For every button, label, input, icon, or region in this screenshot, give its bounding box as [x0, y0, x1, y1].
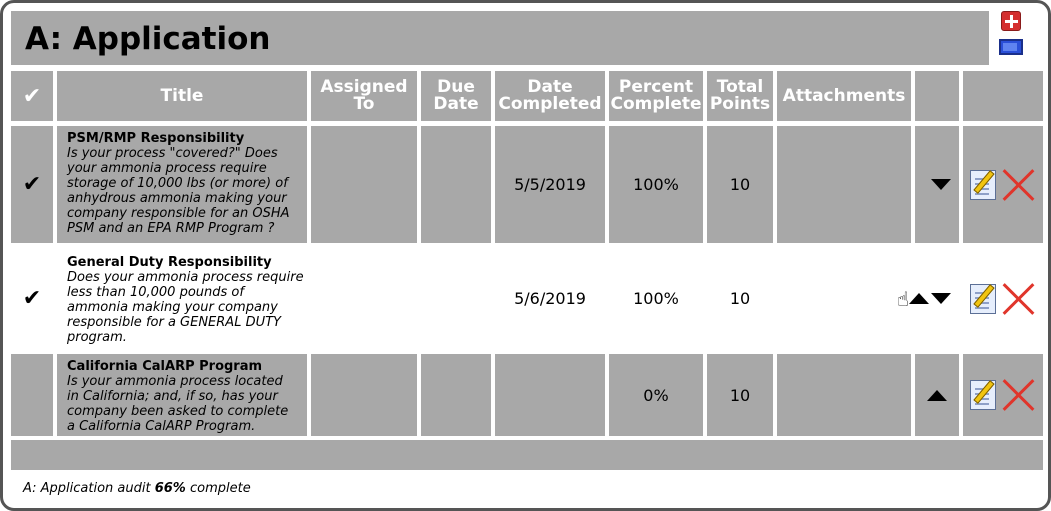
panel-tools [996, 9, 1028, 65]
header-total-points[interactable]: Total Points [707, 71, 773, 121]
red-x-icon[interactable] [1002, 378, 1036, 412]
row2-check[interactable] [11, 247, 53, 350]
header-title[interactable]: Title [57, 71, 307, 121]
header-move [915, 71, 959, 121]
audit-percent: 66% [154, 481, 186, 496]
arrow-down-icon[interactable] [931, 179, 951, 190]
edit-note-icon[interactable] [970, 380, 996, 410]
row3-total-points: 10 [707, 354, 773, 436]
edit-note-icon[interactable] [970, 284, 996, 314]
row3-check[interactable] [11, 354, 53, 436]
row3-date-completed [495, 354, 605, 436]
monitor-icon[interactable] [999, 39, 1023, 55]
row1-date-completed: 5/5/2019 [495, 126, 605, 243]
header-assigned-to[interactable]: Assigned To [311, 71, 417, 121]
row2-percent-complete: 100% [609, 247, 703, 350]
row3-actions [963, 354, 1043, 436]
row3-due-date [421, 354, 491, 436]
row1-attachments [777, 126, 911, 243]
plus-icon[interactable] [1001, 11, 1021, 31]
header-percent-complete[interactable]: Percent Complete [609, 71, 703, 121]
row1-move [915, 126, 959, 243]
panel-title: A: Application [25, 21, 271, 57]
row3-assigned-to [311, 354, 417, 436]
row2-date-completed: 5/6/2019 [495, 247, 605, 350]
row2-move [891, 247, 959, 350]
row-description: Is your process "covered?" Does your ammonia process require storage of 10,000 lbs (or more) of anhydrous ammonia making your company responsible for an OSHA PSM and an EPA RMP Program ? [67, 146, 290, 236]
red-x-icon[interactable] [1002, 282, 1036, 316]
checkmark-icon: ✔ [22, 172, 42, 197]
row1-title-cell [57, 126, 307, 243]
row-title: PSM/RMP Responsibility [67, 131, 245, 146]
row2-assigned-to [311, 247, 417, 350]
row2-actions [963, 247, 1043, 350]
row1-actions [963, 126, 1043, 243]
row1-percent-complete: 100% [609, 126, 703, 243]
row1-assigned-to [311, 126, 417, 243]
header-check [11, 71, 53, 121]
row-title: General Duty Responsibility [67, 255, 272, 270]
arrow-up-icon[interactable] [909, 293, 929, 304]
row3-attachments [777, 354, 911, 436]
header-attachments[interactable]: Attachments [777, 71, 911, 121]
row-description: Does your ammonia process require less than 10,000 pounds of ammonia making your company responsible for a GENERAL DUTY program. [67, 270, 304, 345]
arrow-down-icon[interactable] [931, 293, 951, 304]
row1-total-points: 10 [707, 126, 773, 243]
edit-note-icon[interactable] [970, 170, 996, 200]
row3-percent-complete: 0% [609, 354, 703, 436]
panel-header [11, 11, 989, 65]
header-date-completed[interactable]: Date Completed [495, 71, 605, 121]
row3-title-cell [57, 354, 307, 436]
arrow-up-icon[interactable] [927, 390, 947, 401]
row2-title-cell [57, 247, 307, 350]
header-actions [963, 71, 1043, 121]
row2-total-points: 10 [707, 247, 773, 350]
row-title: California CalARP Program [67, 359, 263, 374]
row1-check[interactable] [11, 126, 53, 243]
row2-due-date [421, 247, 491, 350]
row1-due-date [421, 126, 491, 243]
header-due-date[interactable]: Due Date [421, 71, 491, 121]
hand-cursor-icon: ☝ [896, 286, 909, 311]
table-footer-band [11, 440, 1043, 470]
checkmark-icon: ✔ [22, 286, 42, 311]
checkmark-icon: ✔ [22, 83, 42, 109]
red-x-icon[interactable] [1002, 168, 1036, 202]
row3-move [915, 354, 959, 436]
audit-progress-summary: A: Application audit 66% complete [23, 481, 251, 496]
row-description: Is your ammonia process located in California; and, if so, has your company been asked to complete a California CalARP Program. [67, 374, 289, 434]
